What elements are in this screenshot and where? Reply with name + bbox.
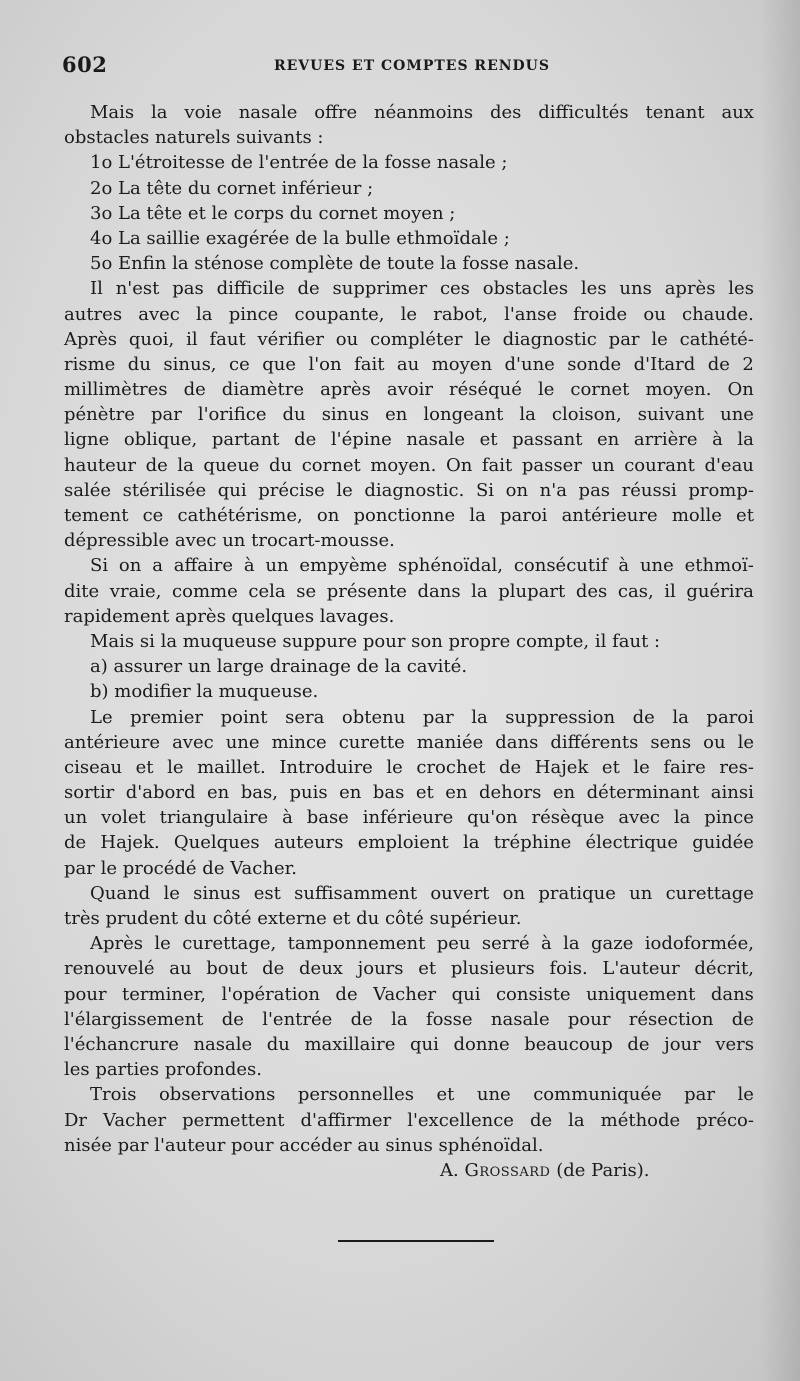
signature-place: (de Paris).	[556, 1159, 650, 1181]
list-item: 1o L'étroitesse de l'entrée de la fosse nasale ;	[90, 152, 508, 174]
text-line: tement ce cathétérisme, on ponctionne la paroi antérieure molle et	[64, 505, 754, 526]
running-title: REVUES ET COMPTES RENDUS	[274, 58, 550, 74]
page-number: 602	[62, 52, 108, 77]
list-item: b) modifier la muqueuse.	[90, 681, 319, 703]
list-item: 5o Enfin la sténose complète de toute la fosse nasale.	[90, 253, 580, 275]
text-line: Mais si la muqueuse suppure pour son propre compte, il faut :	[90, 630, 661, 652]
text-line: obstacles naturels suivants :	[64, 127, 324, 149]
text-line: pénètre par l'orifice du sinus en longeant la cloison, suivant une	[64, 404, 754, 426]
text-line: antérieure avec une mince curette maniée dans différents sens ou le	[64, 731, 754, 753]
text-line: Après le curettage, tamponnement peu serré à la gaze iodoformée,	[90, 933, 754, 955]
list-item: 3o La tête et le corps du cornet moyen ;	[90, 202, 456, 224]
text-line: risme du sinus, ce que l'on fait au moyen d'une sonde d'Itard de 2	[64, 353, 754, 375]
text-line: l'élargissement de l'entrée de la fosse nasale pour résection de	[64, 1008, 754, 1030]
text-line: sortir d'abord en bas, puis en bas et en dehors en déterminant ainsi	[64, 782, 754, 804]
text-line: ciseau et le maillet. Introduire le crochet de Hajek et le faire res-	[64, 756, 754, 778]
text-line: nisée par l'auteur pour accéder au sinus sphénoïdal.	[64, 1134, 544, 1156]
text-line: Mais la voie nasale offre néanmoins des difficultés tenant aux	[90, 102, 754, 123]
text-line: autres avec la pince coupante, le rabot, l'anse froide ou chaude.	[64, 303, 754, 325]
list-item: a) assurer un large drainage de la cavité.	[90, 656, 468, 678]
list-item: 4o La saillie exagérée de la bulle ethmoïdale ;	[90, 227, 510, 249]
body-text	[64, 100, 754, 1183]
signature-name: Grossard	[464, 1159, 551, 1181]
end-rule	[338, 1240, 494, 1242]
text-line: Trois observations personnelles et une communiquée par le	[90, 1084, 754, 1106]
text-line: Si on a affaire à un empyème sphénoïdal, consécutif à une ethmoï-	[90, 555, 754, 577]
text-line: très prudent du côté externe et du côté supérieur.	[64, 908, 522, 929]
text-line: par le procédé de Vacher.	[64, 857, 297, 879]
text-line: Dr Vacher permettent d'affirmer l'excellence de la méthode préco-	[64, 1109, 754, 1131]
text-line: millimètres de diamètre après avoir réséqué le cornet moyen. On	[64, 379, 754, 401]
page-edge-shadow	[760, 0, 800, 1381]
text-line: hauteur de la queue du cornet moyen. On fait passer un courant d'eau	[64, 454, 754, 476]
author-signature	[64, 1158, 754, 1183]
text-line: Le premier point sera obtenu par la suppression de la paroi	[90, 706, 754, 728]
text-line: rapidement après quelques lavages.	[64, 605, 395, 627]
text-line: Il n'est pas difficile de supprimer ces obstacles les uns après les	[90, 278, 754, 300]
text-line: de Hajek. Quelques auteurs emploient la tréphine électrique guidée	[64, 832, 754, 854]
list-item: 2o La tête du cornet inférieur ;	[90, 177, 374, 199]
text-line: Après quoi, il faut vérifier ou compléter le diagnostic par le cathété-	[64, 328, 754, 350]
text-line: renouvelé au bout de deux jours et plusieurs fois. L'auteur décrit,	[64, 958, 754, 980]
text-line: dite vraie, comme cela se présente dans la plupart des cas, il guérira	[64, 580, 754, 602]
text-line: Quand le sinus est suffisamment ouvert on pratique un curettage	[90, 882, 754, 904]
text-line: ligne oblique, partant de l'épine nasale et passant en arrière à la	[64, 429, 754, 451]
text-line: pour terminer, l'opération de Vacher qui consiste uniquement dans	[64, 983, 754, 1005]
text-line: dépressible avec un trocart-mousse.	[64, 530, 395, 552]
text-line: l'échancrure nasale du maxillaire qui donne beaucoup de jour vers	[64, 1033, 754, 1055]
signature-initial: A.	[440, 1159, 459, 1181]
text-line: salée stérilisée qui précise le diagnostic. Si on n'a pas réussi promp-	[64, 479, 754, 501]
text-line: un volet triangulaire à base inférieure qu'on résèque avec la pince	[64, 807, 754, 829]
text-line: les parties profondes.	[64, 1059, 263, 1081]
running-head	[62, 52, 742, 86]
